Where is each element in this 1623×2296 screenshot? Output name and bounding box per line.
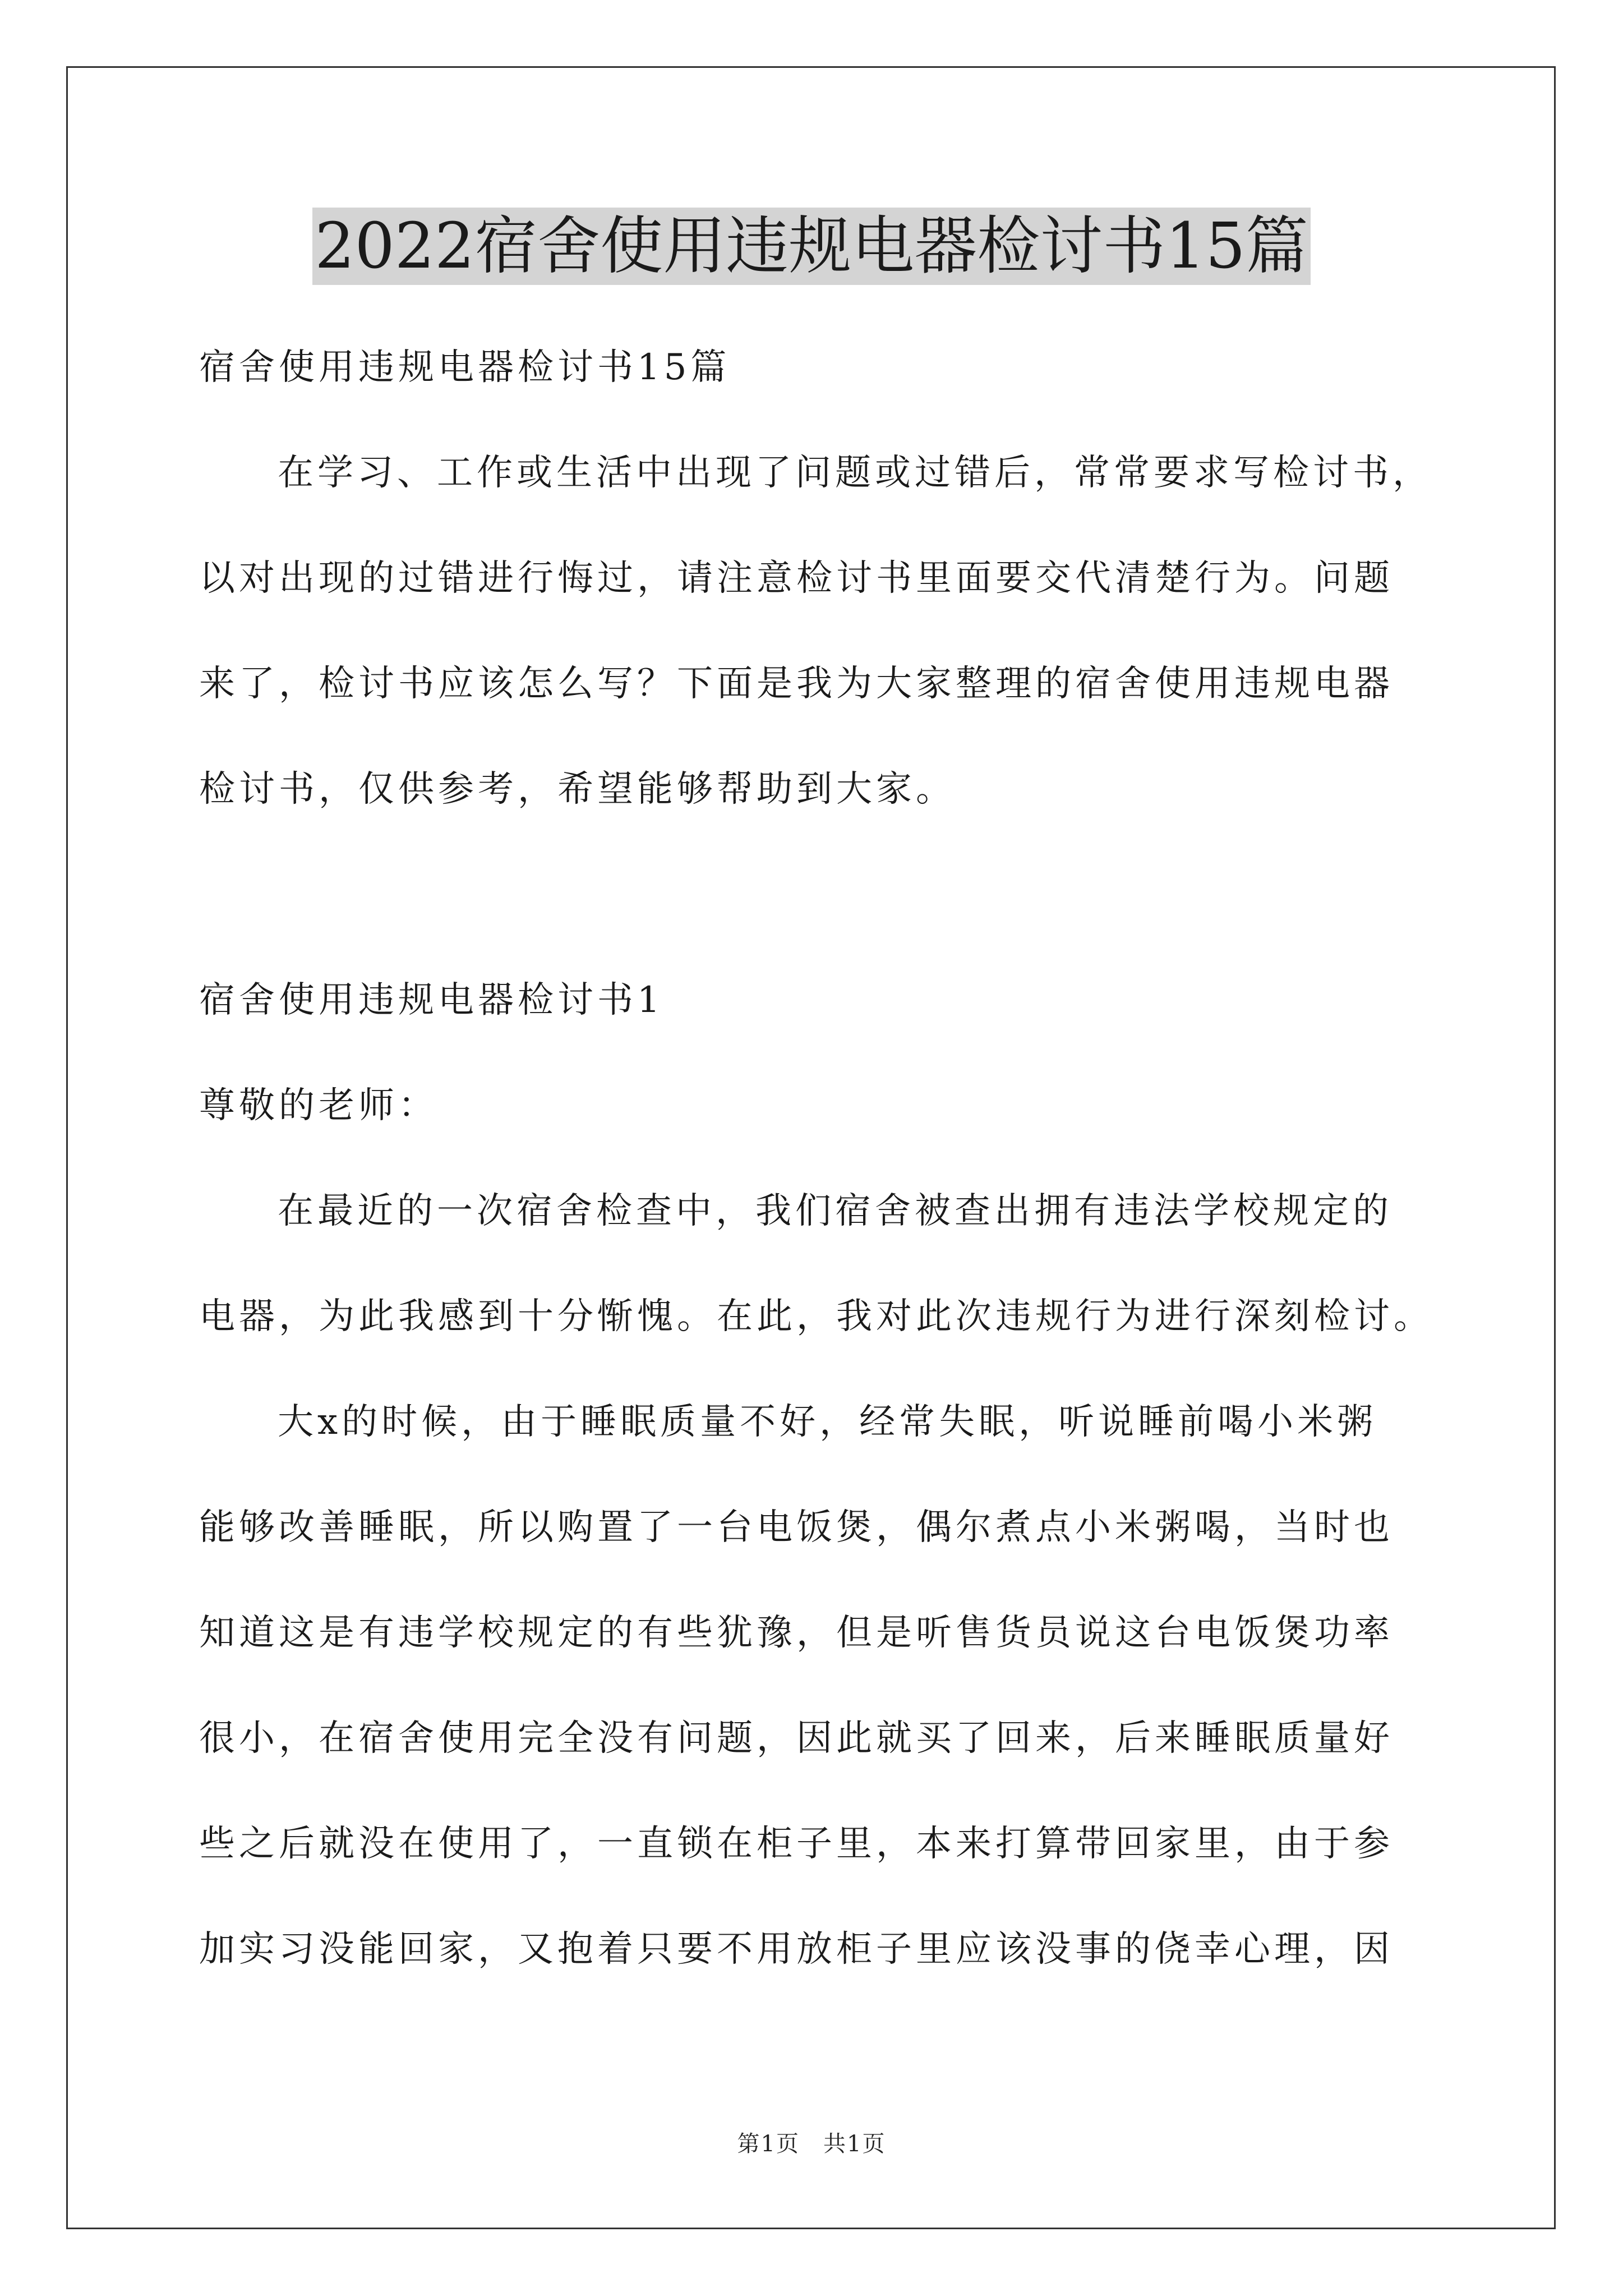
paragraph-line: 在最近的一次宿舍检查中，我们宿舍被查出拥有违法学校规定的 <box>278 1190 1393 1232</box>
paragraph-line: 知道这是有违学校规定的有些犹豫，但是听售货员说这台电饭煲功率 <box>199 1612 1394 1654</box>
document-title: 2022宿舍使用违规电器检讨书15篇 <box>312 208 1311 285</box>
intro-line: 检讨书，仅供参考，希望能够帮助到大家。 <box>199 769 956 810</box>
salutation: 尊敬的老师： <box>199 1085 438 1126</box>
title-wrapper <box>0 208 1623 285</box>
intro-line: 以对出现的过错进行悔过，请注意检讨书里面要交代清楚行为。问题 <box>199 558 1394 599</box>
intro-line: 来了，检讨书应该怎么写？下面是我为大家整理的宿舍使用违规电器 <box>199 663 1394 705</box>
paragraph-line: 些之后就没在使用了，一直锁在柜子里，本来打算带回家里，由于参 <box>199 1823 1394 1865</box>
paragraph-line: 电器，为此我感到十分惭愧。在此，我对此次违规行为进行深刻检讨。 <box>199 1296 1433 1337</box>
paragraph-line: 很小，在宿舍使用完全没有问题，因此就买了回来，后来睡眠质量好 <box>199 1718 1394 1759</box>
section-heading: 宿舍使用违规电器检讨书1 <box>199 979 664 1021</box>
paragraph-line: 大x的时候，由于睡眠质量不好，经常失眠，听说睡前喝小米粥 <box>278 1401 1377 1443</box>
paragraph-line: 加实习没能回家，又抱着只要不用放柜子里应该没事的侥幸心理，因 <box>199 1929 1394 1970</box>
intro-line: 在学习、工作或生活中出现了问题或过错后，常常要求写检讨书， <box>278 452 1432 494</box>
paragraph-line: 能够改善睡眠，所以购置了一台电饭煲，偶尔煮点小米粥喝，当时也 <box>199 1507 1394 1548</box>
page-footer: 第1页 共1页 <box>737 2131 886 2157</box>
document-subtitle: 宿舍使用违规电器检讨书15篇 <box>199 347 731 388</box>
